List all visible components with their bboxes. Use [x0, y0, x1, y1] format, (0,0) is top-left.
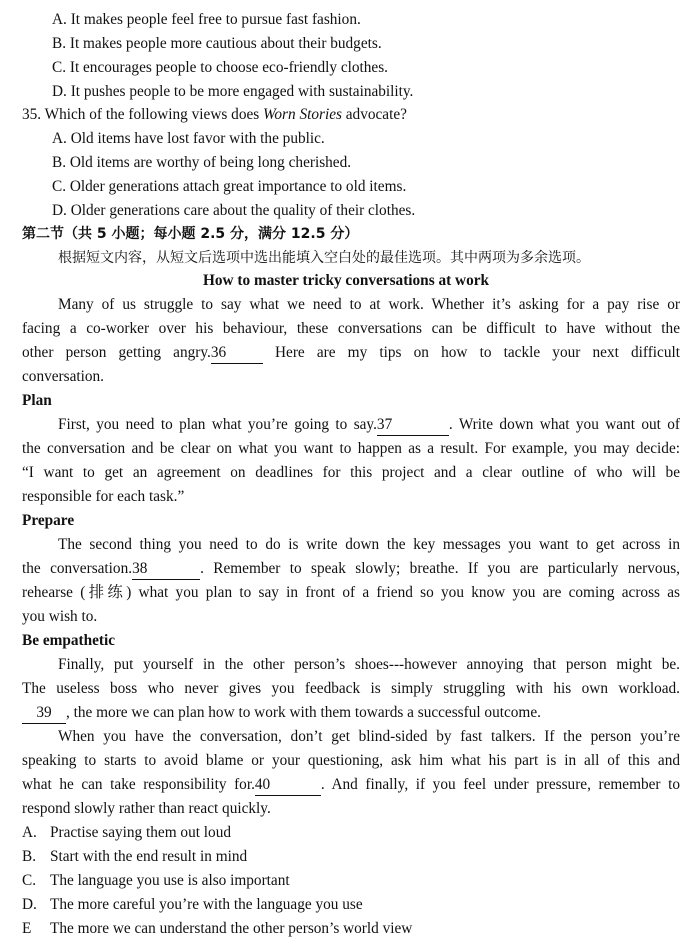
- answer-option-d: D. The more careful you’re with the language you use: [22, 896, 363, 913]
- p5-line-1: When you have the conversation, don’t get blind-sided by fast talkers. If the person you’re: [58, 728, 680, 745]
- p2-line-2: the conversation and be clear on what you want to happen as a result. For example, you may decide:: [22, 440, 680, 457]
- blank-39[interactable]: 39: [22, 703, 66, 724]
- q35-stem: 35. Which of the following views does Worn Stories advocate?: [22, 106, 407, 123]
- q34-option-b: B. It makes people more cautious about their budgets.: [52, 35, 382, 52]
- answer-option-b: B. Start with the end result in mind: [22, 848, 248, 865]
- answer-option-e: E The more we can understand the other person’s world view: [22, 920, 413, 937]
- p4-line-2: The useless boss who never gives you feedback is simply struggling with his own workload.: [22, 680, 680, 697]
- p1-line-3: other person getting angry.36 Here are my tips on how to tackle your next difficult: [22, 343, 680, 364]
- blank-36[interactable]: 36: [211, 343, 263, 364]
- p1-line-4: conversation.: [22, 368, 104, 385]
- q35-option-d: D. Older generations care about the quality of their clothes.: [52, 202, 416, 219]
- answer-option-c: C. The language you use is also important: [22, 872, 290, 889]
- q35-option-c: C. Older generations attach great importance to old items.: [52, 178, 407, 195]
- answer-option-a: A. Practise saying them out loud: [22, 824, 231, 841]
- section-header: 第二节（共 5 小题；每小题 2.5 分，满分 12.5 分）: [22, 226, 359, 242]
- q35-option-a: A. Old items have lost favor with the public.: [52, 130, 325, 147]
- blank-37[interactable]: 37: [377, 415, 449, 436]
- heading-be-empathetic: Be empathetic: [22, 632, 116, 649]
- p3-line-1: The second thing you need to do is write down the key messages you want to get across in: [58, 536, 680, 553]
- p2-line-1: First, you need to plan what you’re going to say.37 . Write down what you want out of: [58, 415, 680, 436]
- p5-line-3: what he can take responsibility for.40 . And finally, if you feel under pressure, remember to: [22, 775, 680, 796]
- p3-line-2: the conversation.38 . Remember to speak slowly; breathe. If you are particularly nervous,: [22, 559, 680, 580]
- blank-40[interactable]: 40: [255, 775, 321, 796]
- section-instruction: 根据短文内容，从短文后选项中选出能填入空白处的最佳选项。其中两项为多余选项。: [58, 250, 590, 266]
- p1-line-2: facing a co-worker over his behaviour, these conversations can be difficult to have without the: [22, 320, 680, 337]
- p3-line-3: rehearse (排练) what you plan to say in front of a friend so you know you are coming across as: [22, 584, 680, 601]
- heading-prepare: Prepare: [22, 512, 75, 529]
- q34-option-c: C. It encourages people to choose eco-friendly clothes.: [52, 59, 388, 76]
- q35-option-b: B. Old items are worthy of being long cherished.: [52, 154, 352, 171]
- q34-option-d: D. It pushes people to be more engaged with sustainability.: [52, 83, 414, 100]
- p2-line-4: responsible for each task.”: [22, 488, 185, 505]
- p4-line-1: Finally, put yourself in the other person’s shoes---however annoying that person might be.: [58, 656, 680, 673]
- passage-title: How to master tricky conversations at work: [202, 272, 490, 289]
- blank-38[interactable]: 38: [132, 559, 200, 580]
- p2-line-3: “I want to get an agreement on deadlines for this project and a clear outline of who will be: [22, 464, 680, 481]
- q34-option-a: A. It makes people feel free to pursue fast fashion.: [52, 11, 361, 28]
- p5-line-4: respond slowly rather than react quickly.: [22, 800, 271, 817]
- p3-line-4: you wish to.: [22, 608, 98, 625]
- p1-line-1: Many of us struggle to say what we need to at work. Whether it’s asking for a pay rise or: [58, 296, 680, 313]
- heading-plan: Plan: [22, 392, 52, 409]
- p5-line-2: speaking to starts to avoid blame or your questioning, ask him what his part is in all of this and: [22, 752, 680, 769]
- p4-line-3: 39 , the more we can plan how to work with them towards a successful outcome.: [22, 703, 680, 724]
